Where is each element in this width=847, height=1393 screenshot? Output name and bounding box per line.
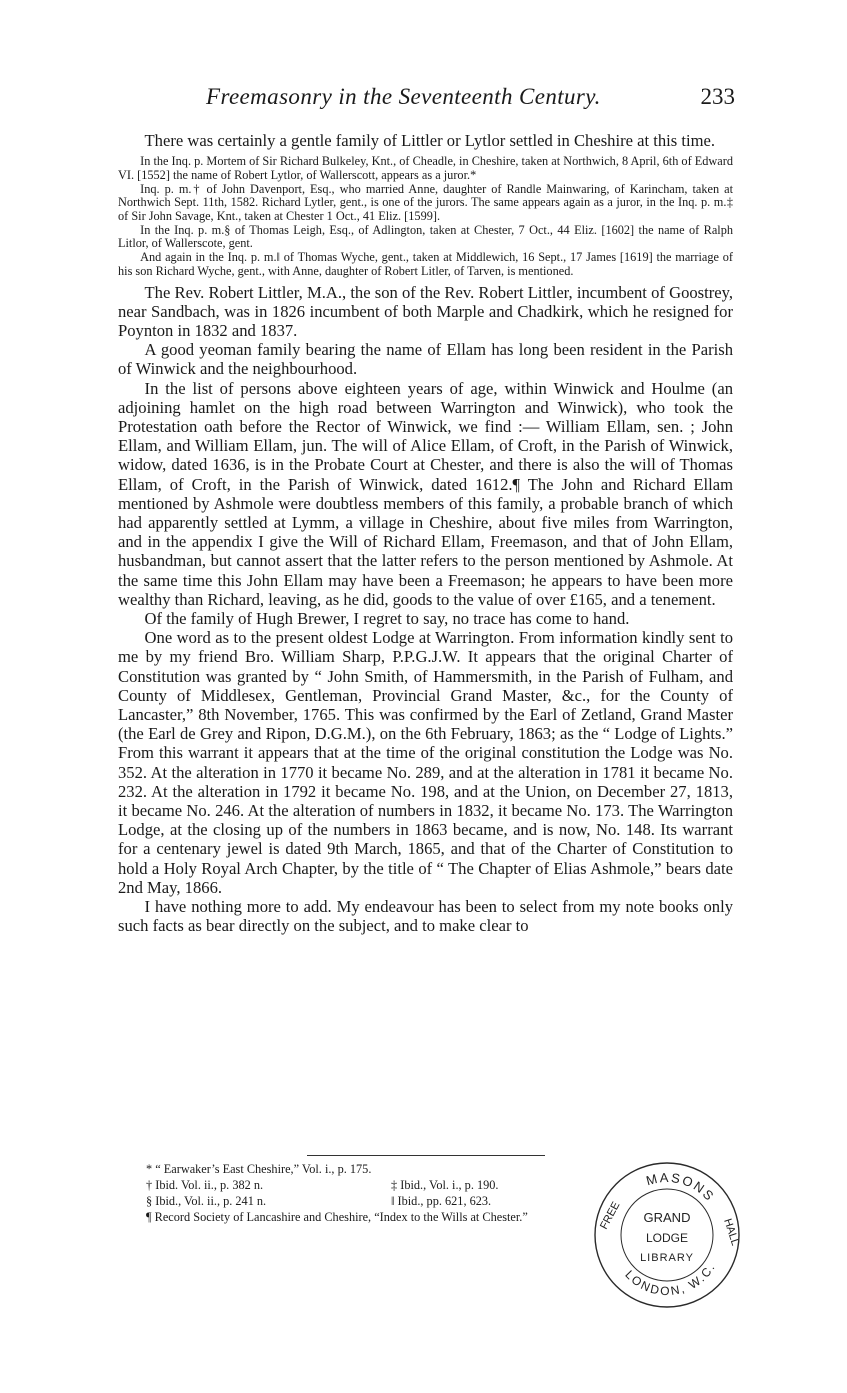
footnote-text: * “ Earwaker’s East Cheshire,” Vol. i., p. 175.	[146, 1162, 372, 1176]
stamp-arc-bottom: LONDON, W.C.	[622, 1259, 719, 1299]
inline-note: In the Inq. p. Mortem of Sir Richard Bulkeley, Knt., of Cheadle, in Cheshire, taken at Northwich, 8 April, 6th of Edward VI. [1552] the name of Robert Lytlor, of Wallerscott, appears as a juror.*	[118, 154, 733, 182]
footnote-text: ‖ Ibid., pp. 621, 623.	[391, 1194, 492, 1208]
paragraph: Of the family of Hugh Brewer, I regret to say, no trace has come to hand.	[144, 608, 630, 628]
page-number: 233	[700, 84, 735, 109]
footnote-text: § Ibid., Vol. ii., p. 241 n.	[146, 1194, 267, 1208]
stamp-left: FREE	[598, 1199, 623, 1232]
inline-note: Inq. p. m.† of John Davenport, Esq., who married Anne, daughter of Randle Mainwaring, of Karincham, taken at Northwich Sept. 11th, 1582. Richard Lytler, gent., is one of the jurors. The same appears again as a juror, in the Inq. p. m.‡ of Sir John Savage, Knt., taken at Chester 1 Oct., 41 Eliz. [1599].	[118, 181, 733, 224]
paragraph: I have nothing more to add. My endeavour has been to select from my note books only such facts as bear directly on the subject, and to make clear to	[118, 897, 733, 936]
stamp-line-1: GRAND	[643, 1210, 691, 1225]
paragraph: There was certainly a gentle family of Littler or Lytlor settled in Cheshire at this time.	[144, 131, 716, 150]
library-stamp	[592, 1160, 742, 1310]
inline-notes	[118, 155, 733, 278]
footnote-text: † Ibid. Vol. ii., p. 382 n.	[146, 1178, 264, 1192]
page-header	[118, 84, 735, 120]
paragraph: The Rev. Robert Littler, M.A., the son of the Rev. Robert Littler, incumbent of Goostrey, near Sandbach, was in 1826 incumbent of both Marple and Chadkirk, which he resigned for Poynton in 1832 and 1837.	[118, 282, 733, 340]
footnote-text: ‡ Ibid., Vol. i., p. 190.	[391, 1178, 499, 1192]
running-title: Freemasonry in the Seventeenth Century.	[206, 84, 601, 109]
inline-note: In the Inq. p. m.§ of Thomas Leigh, Esq., of Adlington, taken at Chester, 7 Oct., 44 Eliz. [1602] the name of Ralph Litlor, of Wallerscote, gent.	[118, 222, 733, 251]
paragraph: A good yeoman family bearing the name of Ellam has long been resident in the Parish of Winwick and the neighbourhood.	[118, 340, 733, 379]
inline-note: And again in the Inq. p. m.‖ of Thomas Wyche, gent., taken at Middlewich, 16 Sept., 17 James [1619] the marriage of his son Richard Wyche, gent., with Anne, daughter of Robert Litler, of Tarven, is mentioned.	[118, 250, 733, 278]
body-text	[118, 131, 733, 935]
footnote-rule	[307, 1155, 545, 1156]
footnote-text: ¶ Record Society of Lancashire and Cheshire, “Index to the Wills at Chester.”	[146, 1210, 528, 1224]
paragraph: In the list of persons above eighteen years of age, within Winwick and Houlme (an adjoining hamlet on the high road between Warrington and Winwick), who took the Protestation oath before the Rector of Winwick, we find :— William Ellam, sen. ; John Ellam, and William Ellam, jun. The will of Alice Ellam, of Croft, in the Parish of Winwick, widow, dated 1636, is in the Probate Court at Chester, and there is also the will of Thomas Ellam, of Croft, in the Parish of Winwick, dated 1612.¶ The John and Richard Ellam mentioned by Ashmole were doubtless members of this family, a probable branch of which had apparently settled at Lymm, a village in Cheshire, about five miles from Warrington, and in the appendix I give the Will of Richard Ellam, Freemason, and that of John Ellam, husbandman, but cannot assert that the latter refers to the person mentioned by Ashmole. At the same time this John Ellam may have been a Freemason; he appears to have been more wealthy than Richard, leaving, as he did, goods to the value of over £165, and a tenement.	[118, 378, 733, 609]
paragraph: One word as to the present oldest Lodge at Warrington. From information kindly sent to me by my friend Bro. William Sharp, P.P.G.J.W. It appears that the original Charter of Constitution was granted by “ John Smith, of Hammersmith, in the Parish of Fulham, and County of Middlesex, Gentleman, Provincial Grand Master, &c., for the County of Lancaster,” 8th November, 1765. This was confirmed by the Earl of Zetland, Grand Master (the Earl de Grey and Ripon, D.G.M.), on the 6th February, 1863; as the “ Lodge of Lights.” From this warrant it appears that at the time of the original constitution the Lodge was No. 352. At the alteration in 1770 it became No. 289, and at the alteration in 1781 it became No. 232. At the alteration in 1792 it became No. 198, and at the Union, on December 27, 1813, it became No. 246. At the alteration of numbers in 1832, it became No. 173. The Warrington Lodge, at the closing up of the numbers in 1863 became, and is now, No. 148. Its warrant for a centenary jewel is dated 9th March, 1865, and that of the Charter of Constitution to hold a Holy Royal Arch Chapter, by the title of “ The Chapter of Elias Ashmole,” bears date 2nd May, 1866.	[118, 628, 733, 897]
stamp-line-3: LIBRARY	[640, 1252, 694, 1264]
stamp-right: HALL	[721, 1217, 742, 1248]
stamp-arc-top: MASONS	[644, 1169, 718, 1205]
stamp-line-2: LODGE	[645, 1231, 689, 1245]
